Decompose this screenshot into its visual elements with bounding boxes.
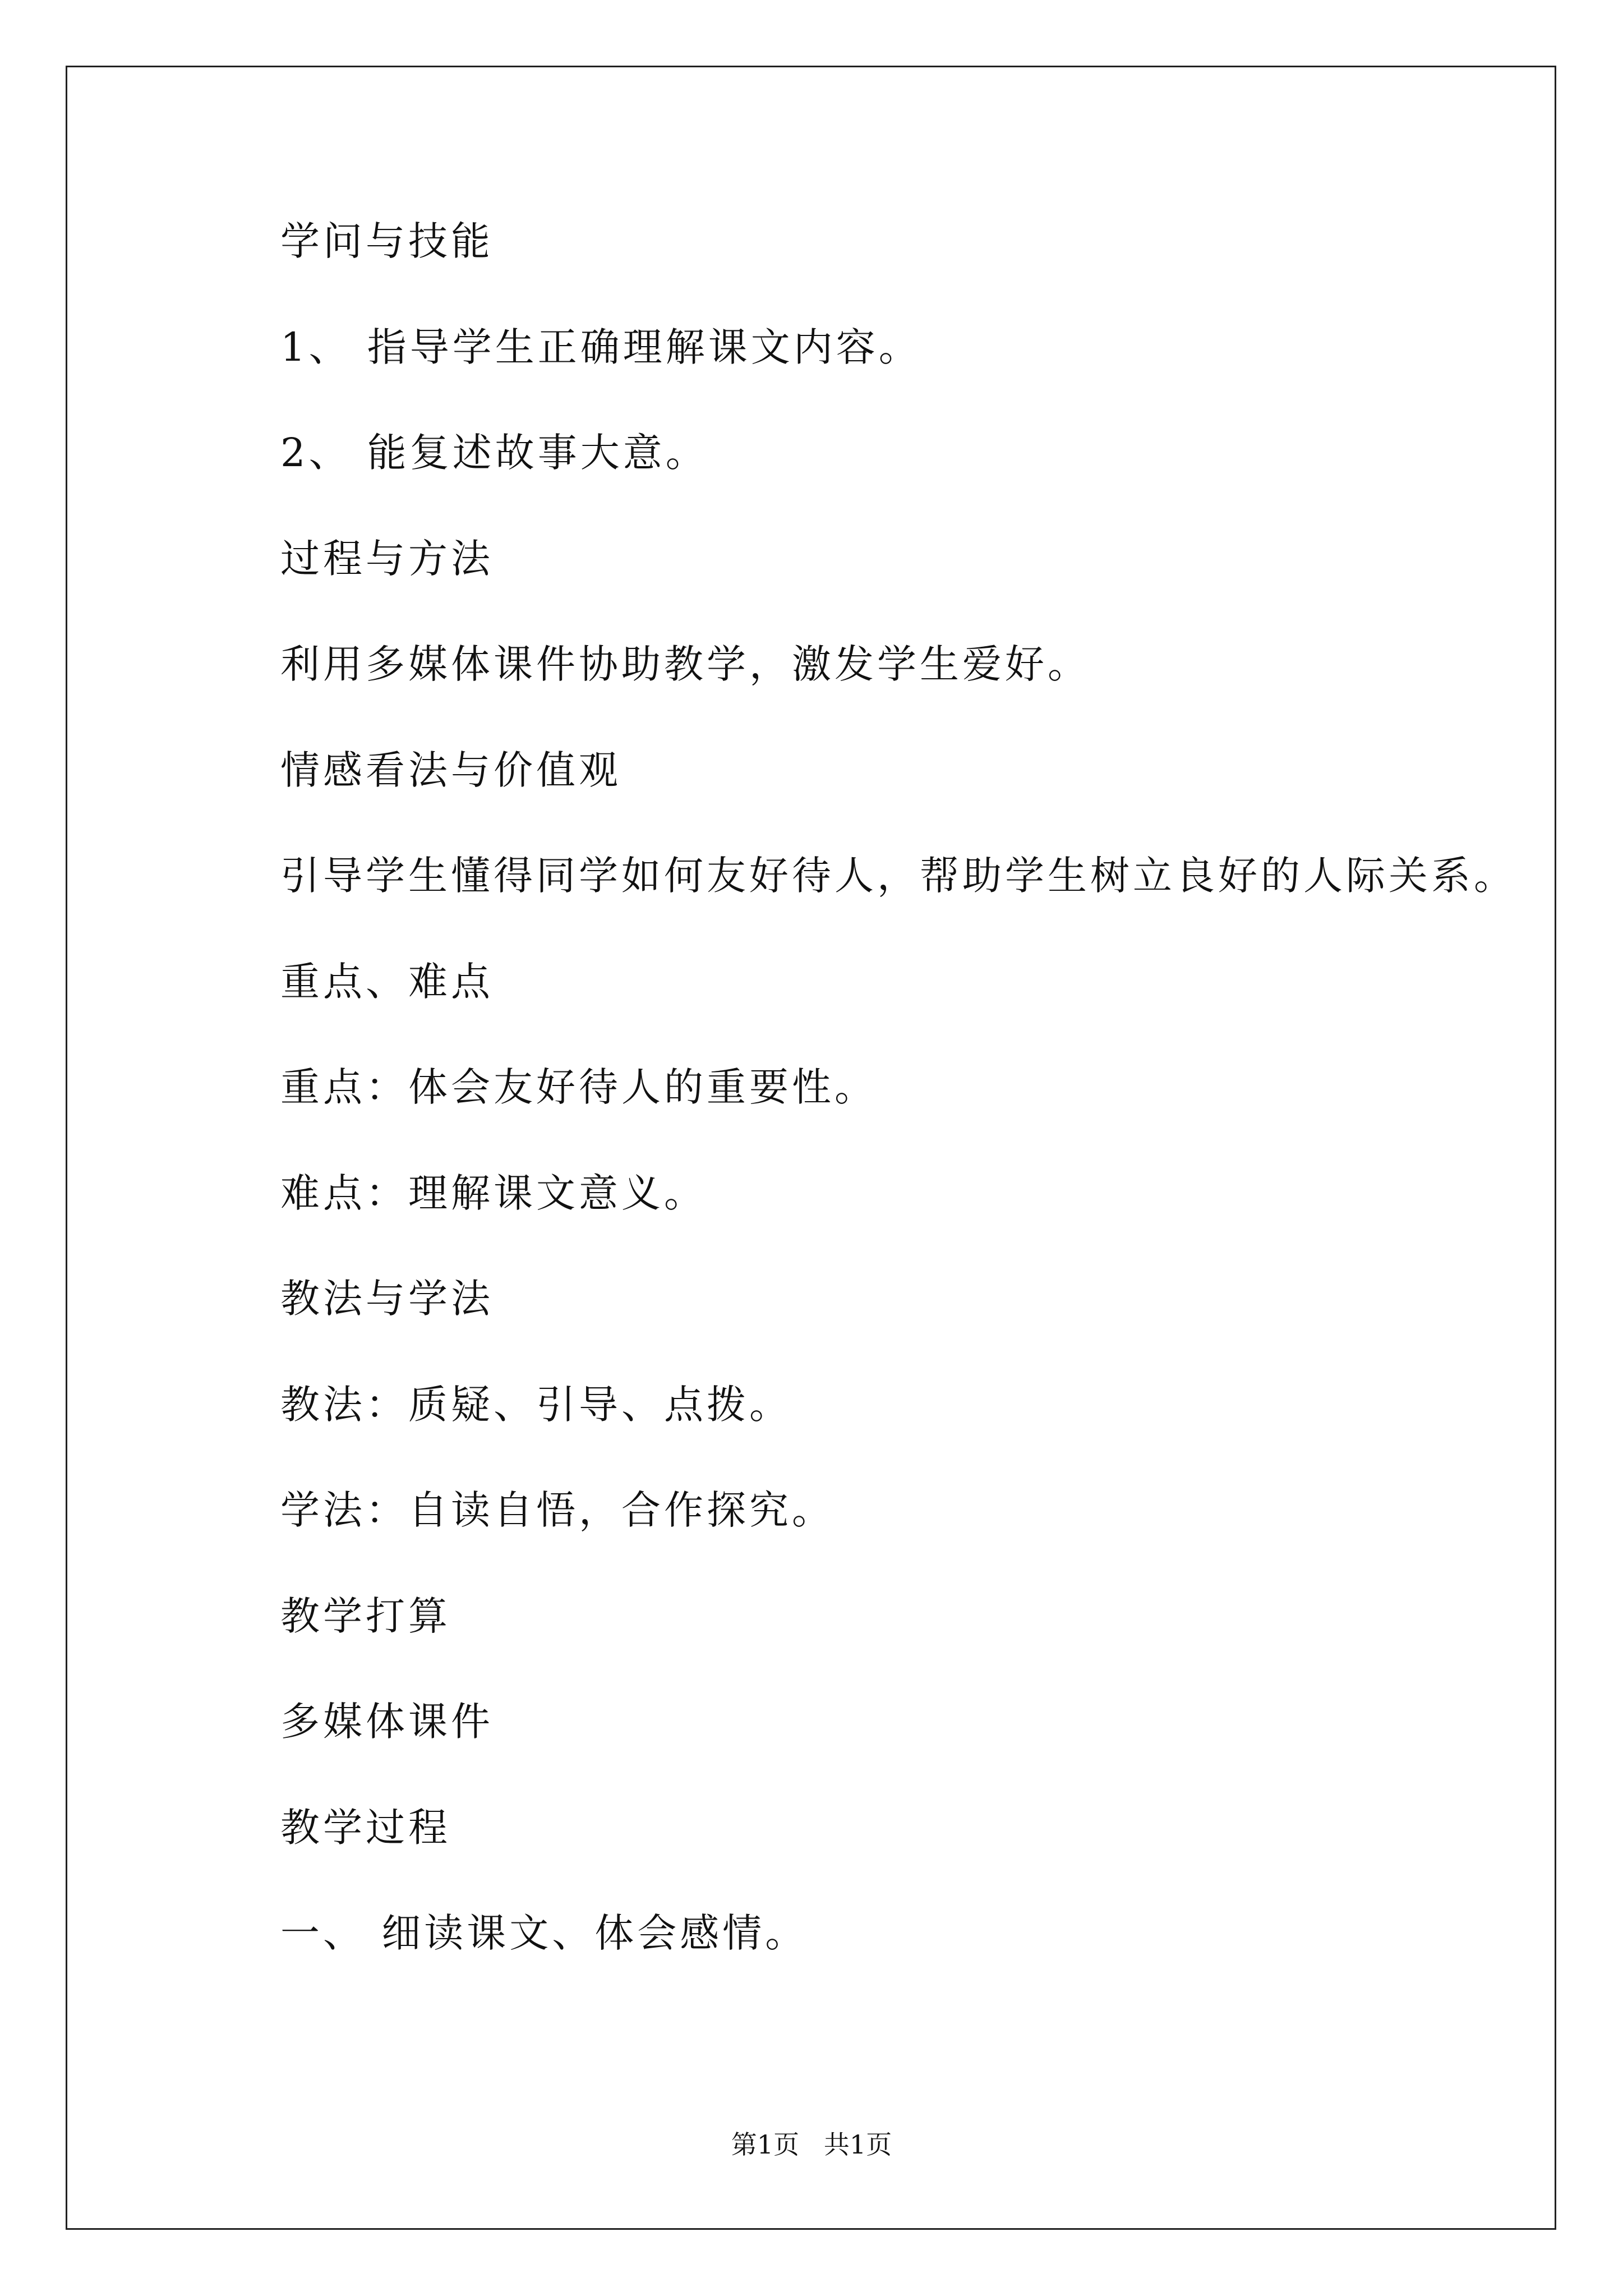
paragraph: 难点：理解课文意义。: [280, 1170, 707, 1216]
list-item: 1、 指导学生正确理解课文内容。: [280, 324, 921, 370]
paragraph: 引导学生懂得同学如何友好待人，帮助学生树立良好的人际关系。: [280, 853, 1516, 899]
section-heading-process-methods: 过程与方法: [280, 535, 494, 582]
page-number-footer: 第1页 共1页: [731, 2129, 892, 2160]
list-item: 一、 细读课文、体会感情。: [280, 1910, 808, 1956]
section-heading-teaching-methods: 教法与学法: [280, 1276, 494, 1322]
section-heading-knowledge-skills: 学问与技能: [280, 218, 494, 264]
paragraph: 多媒体课件: [280, 1699, 494, 1745]
paragraph: 重点：体会友好待人的重要性。: [280, 1064, 877, 1110]
paragraph: 教法：质疑、引导、点拨。: [280, 1381, 792, 1428]
list-item: 2、 能复述故事大意。: [280, 430, 708, 476]
section-heading-values: 情感看法与价值观: [280, 747, 621, 793]
section-heading-key-points: 重点、难点: [280, 958, 494, 1005]
section-heading-preparation: 教学打算: [280, 1593, 451, 1639]
paragraph: 利用多媒体课件协助教学，激发学生爱好。: [280, 641, 1090, 687]
paragraph: 学法：自读自悟，合作探究。: [280, 1487, 834, 1533]
document-body: [280, 218, 1516, 2019]
section-heading-teaching-process: 教学过程: [280, 1804, 451, 1851]
